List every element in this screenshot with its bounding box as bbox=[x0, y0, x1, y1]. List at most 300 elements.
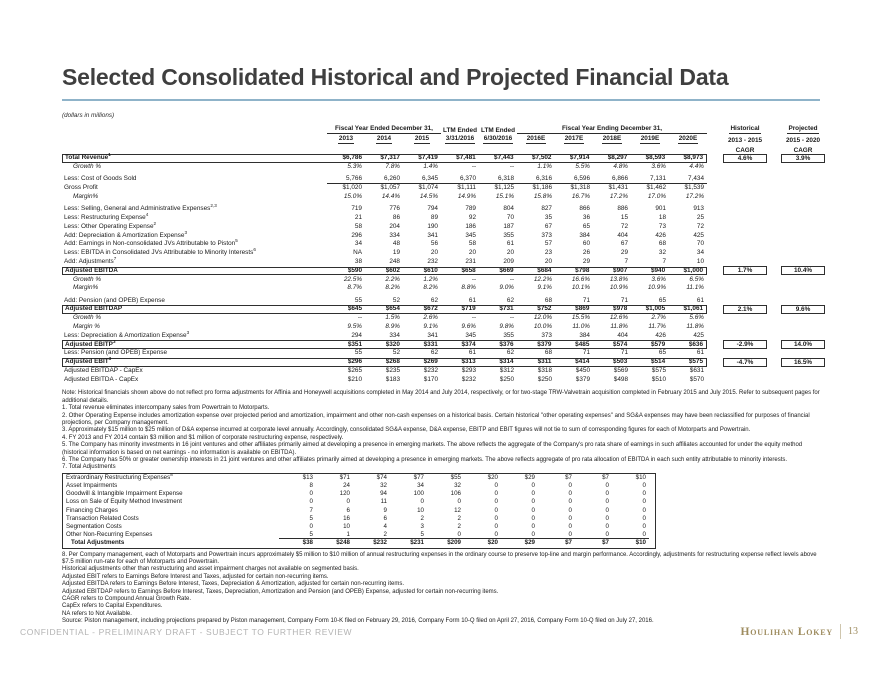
value-cell: 56 bbox=[430, 240, 438, 248]
value-cell: 345 bbox=[465, 231, 476, 239]
adjustment-value-cell: 94 bbox=[380, 490, 387, 498]
historical-cagr-value: -2.9% bbox=[723, 340, 767, 349]
row-label bbox=[62, 329, 327, 340]
fiscal-year-ending-header: Fiscal Year Ending December 31, bbox=[517, 126, 707, 134]
row-values-box bbox=[62, 323, 707, 332]
row-values-box bbox=[62, 240, 707, 249]
row-label-text: Margin% bbox=[73, 192, 99, 200]
adjustment-value-cell: 100 bbox=[413, 490, 424, 498]
adjustment-label-text: Financing Charges bbox=[66, 506, 118, 514]
adjustment-value-cell: $231 bbox=[410, 539, 424, 547]
footnote: 7. Total Adjustments bbox=[62, 464, 116, 471]
adjustment-label-text: Segmentation Costs bbox=[66, 523, 122, 530]
value-cell: 334 bbox=[389, 231, 400, 239]
table-header-row-cagr bbox=[62, 144, 852, 154]
value-cell: 12.6% bbox=[609, 314, 628, 322]
row-values-box bbox=[62, 175, 707, 184]
ltm-date-header bbox=[441, 136, 479, 144]
adjustment-row bbox=[63, 539, 655, 547]
table-row bbox=[62, 284, 852, 293]
adjustment-value-cell: 0 bbox=[568, 498, 572, 506]
projected-year-column-header bbox=[593, 136, 631, 144]
value-cell: $658 bbox=[461, 266, 476, 274]
row-label bbox=[62, 194, 327, 200]
value-cell: $1,074 bbox=[418, 184, 438, 192]
value-cell: 86 bbox=[392, 213, 400, 221]
row-values-box bbox=[62, 284, 707, 293]
content-area bbox=[62, 124, 852, 626]
row-label bbox=[62, 203, 327, 213]
adjustment-row bbox=[63, 531, 655, 539]
value-cell: 58 bbox=[354, 222, 362, 230]
adjustment-value-cell: 5 bbox=[309, 514, 313, 522]
value-cell: 58 bbox=[468, 240, 476, 248]
adjustment-value-cell: 7 bbox=[309, 506, 313, 514]
value-cell: $232 bbox=[423, 367, 438, 375]
cagr-group-title bbox=[781, 126, 825, 134]
value-cell: $1,462 bbox=[646, 184, 666, 192]
table-row bbox=[62, 267, 852, 276]
adjustment-row bbox=[63, 490, 655, 498]
adjustment-value-cell: 0 bbox=[501, 531, 538, 539]
adjustment-value-cell: 106 bbox=[450, 490, 461, 498]
value-cell: $579 bbox=[650, 340, 666, 348]
table-header-row-years bbox=[62, 134, 852, 144]
adjustment-row-label bbox=[63, 508, 279, 514]
value-cell: $1,005 bbox=[645, 305, 666, 313]
row-label-text: Add: Adjustments bbox=[64, 258, 114, 266]
adjustment-row bbox=[63, 482, 655, 490]
row-label bbox=[62, 247, 327, 257]
table-row bbox=[62, 305, 852, 314]
table-row bbox=[62, 255, 852, 267]
value-cell: $170 bbox=[423, 375, 438, 383]
value-cell: $669 bbox=[499, 266, 514, 274]
row-values-box bbox=[62, 205, 707, 214]
value-cell: 71 bbox=[582, 349, 590, 357]
value-cell: 73 bbox=[658, 222, 666, 230]
footnotes-top bbox=[62, 390, 822, 471]
ltm-header bbox=[479, 128, 517, 134]
footnote: NA refers to Not Available. bbox=[62, 610, 132, 617]
value-cell: 32 bbox=[658, 249, 666, 257]
value-cell: 70 bbox=[506, 213, 514, 221]
row-values-box bbox=[62, 267, 707, 276]
value-cell: 26 bbox=[582, 249, 590, 257]
value-cell: $510 bbox=[651, 375, 666, 383]
projected-year-column-header bbox=[669, 136, 707, 144]
value-cell: 3.6% bbox=[651, 275, 666, 283]
row-label-text: Adjusted EBITDAP bbox=[65, 305, 123, 313]
value-cell: $7,914 bbox=[569, 154, 590, 162]
value-cell: 9.0% bbox=[499, 284, 514, 292]
value-cell: 62 bbox=[506, 296, 514, 304]
adjustment-value-cell: 0 bbox=[568, 523, 572, 530]
value-cell: 1.2% bbox=[423, 275, 438, 283]
value-cell: 18 bbox=[658, 213, 666, 221]
historical-cagr-value: -4.7% bbox=[723, 358, 767, 367]
adjustment-value-cell: 0 bbox=[538, 531, 575, 539]
adjustment-value-cell: 0 bbox=[531, 506, 535, 514]
value-cell: 61 bbox=[468, 349, 476, 357]
adjustment-value-cell: $7 bbox=[565, 473, 572, 481]
value-cell: 6,260 bbox=[365, 175, 403, 184]
value-cell: $798 bbox=[575, 266, 590, 274]
adjustment-value-cell: 0 bbox=[494, 498, 498, 506]
footnote: 4. FY 2013 and FY 2014 contain $3 million and $1 million of corporate restructuring expense, respectively. bbox=[62, 434, 344, 441]
historical-cagr-value: 4.6% bbox=[723, 154, 767, 163]
brand-block bbox=[741, 624, 858, 639]
value-cell: $731 bbox=[499, 305, 514, 313]
value-cell: 68 bbox=[544, 296, 552, 304]
year-label: 2018E bbox=[602, 136, 622, 144]
row-values-box bbox=[62, 358, 707, 367]
value-cell: $684 bbox=[537, 266, 552, 274]
value-cell: $1,057 bbox=[380, 184, 400, 192]
row-label bbox=[63, 152, 327, 162]
value-cell: $636 bbox=[688, 340, 704, 348]
adjustment-value-cell: 0 bbox=[494, 490, 498, 498]
adjustment-value-cell: $71 bbox=[339, 473, 350, 481]
adjustment-value-cell: 0 bbox=[494, 523, 498, 530]
table-row bbox=[62, 193, 852, 202]
value-cell: 15.5% bbox=[571, 314, 590, 322]
value-cell: 34 bbox=[354, 240, 362, 248]
adjustment-value-cell: 0 bbox=[568, 490, 572, 498]
cagr-label-header: CAGR bbox=[793, 146, 813, 154]
value-cell: $8,973 bbox=[683, 154, 704, 162]
value-cell: $351 bbox=[347, 340, 363, 348]
adjustment-value-cell: 0 bbox=[457, 498, 461, 506]
value-cell: 62 bbox=[506, 349, 514, 357]
value-cell: 5,766 bbox=[327, 175, 365, 184]
value-cell: 384 bbox=[579, 331, 590, 339]
value-cell: 15 bbox=[620, 213, 628, 221]
value-cell: 789 bbox=[465, 205, 476, 213]
value-cell: $318 bbox=[537, 367, 552, 375]
row-values-box bbox=[62, 255, 707, 267]
value-cell: 20 bbox=[430, 249, 438, 257]
cagr-title-text: Historical bbox=[729, 126, 760, 134]
footnote: 1. Total revenue eliminates intercompany sales from Powertrain to Motorparts. bbox=[62, 405, 270, 412]
value-cell: $450 bbox=[575, 367, 590, 375]
table-row bbox=[62, 163, 852, 172]
year-column-header bbox=[327, 136, 365, 144]
value-cell: 6,370 bbox=[441, 175, 479, 184]
adjustment-value-cell: 0 bbox=[568, 482, 572, 490]
value-cell: 6,596 bbox=[555, 175, 593, 184]
year-label: 2019E bbox=[640, 136, 660, 144]
value-cell: 23 bbox=[544, 249, 552, 257]
value-cell: 1.1% bbox=[537, 162, 552, 170]
value-cell: $314 bbox=[499, 358, 514, 366]
value-cell: 345 bbox=[465, 331, 476, 339]
row-label bbox=[62, 368, 327, 374]
adjustment-value-cell: 0 bbox=[568, 506, 572, 514]
value-cell: 5.6% bbox=[689, 314, 704, 322]
value-cell: 6,318 bbox=[479, 175, 517, 184]
value-cell: 72 bbox=[696, 222, 704, 230]
table-row bbox=[62, 296, 852, 305]
value-cell: $1,125 bbox=[494, 184, 514, 192]
value-cell: 426 bbox=[655, 231, 666, 239]
row-label-text: Add: Depreciation & Amortization Expense bbox=[64, 231, 185, 239]
adjustment-value-cell: 0 bbox=[531, 482, 535, 490]
adjustment-value-cell: 32 bbox=[454, 482, 461, 490]
title-underline bbox=[62, 99, 820, 101]
value-cell: 29 bbox=[620, 249, 628, 257]
value-cell: 2.2% bbox=[385, 275, 400, 283]
ltm-header bbox=[441, 128, 479, 134]
row-label bbox=[63, 338, 327, 349]
adjustment-label-text: Loss on Sale of Equity Method Investment bbox=[66, 498, 182, 506]
footnote-ref: 3 bbox=[112, 338, 116, 344]
footnote: 8. Per Company management, each of Motorparts and Powertrain incurs approximately $5 million to $10 million of annual restructuring expenses in the ordinary course to preserve top-line and margin performance. Accordingly, adjustments for restructuring expense reflect levels above $7.5 million run-rate for each of Motorparts and Powertrain. bbox=[62, 551, 817, 565]
value-cell: 355 bbox=[503, 231, 514, 239]
value-cell: $503 bbox=[613, 358, 628, 366]
row-label-text: Less: Pension (and OPEB) Expense bbox=[64, 349, 168, 357]
value-cell: 294 bbox=[351, 331, 362, 339]
row-label bbox=[62, 185, 327, 191]
financial-data-table bbox=[62, 124, 852, 384]
year-label: 2020E bbox=[678, 136, 698, 144]
footnote-ref: 3 bbox=[186, 329, 190, 335]
value-cell: 866 bbox=[579, 205, 590, 213]
value-cell: $265 bbox=[347, 367, 362, 375]
ltm-date-label: 6/30/2016 bbox=[483, 136, 513, 144]
footnote: Adjusted EBIT refers to Earnings Before Interest and Taxes, adjusted for certain non-recurring items. bbox=[62, 573, 329, 580]
row-values-box bbox=[62, 367, 707, 376]
projected-year-column-header bbox=[517, 136, 555, 144]
value-cell: 9.8% bbox=[499, 323, 514, 331]
footnote-ref: 3 bbox=[108, 356, 112, 362]
row-label bbox=[62, 350, 327, 356]
value-cell: $907 bbox=[613, 266, 628, 274]
adjustment-row-label bbox=[63, 540, 279, 546]
adjustment-value-cell: 8 bbox=[309, 482, 313, 490]
value-cell: $320 bbox=[385, 340, 400, 348]
table-row bbox=[62, 220, 852, 232]
row-label-text: Less: Cost of Goods Sold bbox=[64, 175, 137, 183]
value-cell: 1.4% bbox=[423, 162, 438, 170]
value-cell: $1,020 bbox=[342, 184, 362, 192]
year-column-header bbox=[365, 136, 403, 144]
value-cell: 209 bbox=[503, 257, 514, 265]
adjustment-value-cell: 11 bbox=[380, 498, 387, 506]
footnote: 5. The Company has minority investments in 16 joint ventures and other affiliates primarily aimed at developing a presence in emerging markets. The above reflects the aggregate of the Company's pro rata share of earnings in such affiliates accounted for under the equity method (historical information is based on net earnings - no information is available on EBITDA). bbox=[62, 442, 803, 456]
value-cell: $183 bbox=[385, 375, 400, 383]
value-cell: 384 bbox=[579, 231, 590, 239]
adjustment-value-cell: 0 bbox=[642, 490, 646, 498]
adjustment-value-cell: 120 bbox=[339, 490, 350, 498]
value-cell: 65 bbox=[658, 296, 666, 304]
value-cell: NA bbox=[353, 249, 362, 257]
adjustment-row-label bbox=[63, 471, 279, 481]
table-row bbox=[62, 184, 852, 193]
table-row bbox=[62, 240, 852, 249]
value-cell: 61 bbox=[506, 240, 514, 248]
row-label-text: Adjusted EBITDAP - CapEx bbox=[64, 367, 143, 375]
value-cell: 72 bbox=[620, 222, 628, 230]
value-cell: $250 bbox=[499, 375, 514, 383]
value-cell: 15.8% bbox=[533, 192, 552, 200]
adjustment-label-text: Other Non-Recurring Expenses bbox=[66, 531, 153, 539]
adjustment-value-cell: 6 bbox=[383, 514, 387, 522]
table-row bbox=[62, 275, 852, 284]
footnote-ref: 2,3 bbox=[210, 203, 217, 209]
table-row bbox=[62, 175, 852, 184]
cagr-label-header: CAGR bbox=[735, 146, 755, 154]
value-cell: 186 bbox=[465, 222, 476, 230]
value-cell: $752 bbox=[537, 305, 552, 313]
value-cell: 34 bbox=[696, 249, 704, 257]
value-cell: 1.5% bbox=[385, 314, 400, 322]
adjustment-value-cell: $55 bbox=[450, 473, 461, 481]
adjustment-value-cell: 0 bbox=[427, 531, 464, 539]
year-label: 2015 bbox=[414, 136, 430, 144]
adjustment-value-cell: 0 bbox=[605, 490, 609, 498]
value-cell: 804 bbox=[503, 205, 514, 213]
value-cell: 7 bbox=[624, 257, 628, 265]
value-cell: 3.6% bbox=[651, 162, 666, 170]
value-cell: 355 bbox=[503, 331, 514, 339]
value-cell: 10.9% bbox=[609, 284, 628, 292]
table-row bbox=[62, 154, 852, 163]
adjustment-value-cell: 0 bbox=[642, 523, 646, 530]
row-label-text: Adjusted EBITDA - CapEx bbox=[64, 375, 139, 383]
value-cell: 10.1% bbox=[571, 284, 590, 292]
value-cell: 67 bbox=[544, 222, 552, 230]
value-cell: $575 bbox=[651, 367, 666, 375]
footnote: Source: Piston management, including projections prepared by Piston management, Company Form 10-K filed on February 29, 2016, Company Form 10-Q filed on April 27, 2016, Company Form 10-Q filed on July 27, 2016. bbox=[62, 618, 654, 625]
footnote-ref: 1 bbox=[108, 152, 111, 158]
adjustment-row-label bbox=[63, 516, 279, 522]
adjustment-row-label bbox=[63, 532, 279, 538]
adjustment-value-cell: 0 bbox=[494, 506, 498, 514]
value-cell: 20 bbox=[506, 249, 514, 257]
value-cell: 341 bbox=[427, 231, 438, 239]
adjustment-row bbox=[63, 523, 655, 531]
year-label: 2014 bbox=[376, 136, 392, 144]
value-cell: 6,345 bbox=[403, 175, 441, 184]
table-row bbox=[62, 358, 852, 367]
value-cell: 13.8% bbox=[609, 275, 628, 283]
value-cell: $672 bbox=[423, 305, 438, 313]
value-cell: 62 bbox=[430, 296, 438, 304]
adjustment-value-cell: 0 bbox=[612, 531, 649, 539]
value-cell: $210 bbox=[347, 375, 362, 383]
row-label-text: Less: Depreciation & Amortization Expense bbox=[64, 331, 187, 339]
value-cell: 8.2% bbox=[385, 284, 400, 292]
value-cell: -- bbox=[509, 275, 514, 283]
year-label: 2016E bbox=[526, 136, 546, 144]
value-cell: 6,866 bbox=[593, 175, 631, 184]
value-cell: 231 bbox=[465, 257, 476, 265]
footnote-ref: 5 bbox=[235, 238, 238, 244]
value-cell: 61 bbox=[696, 296, 704, 304]
value-cell: $610 bbox=[423, 266, 438, 274]
adjustment-value-cell: 10 bbox=[343, 523, 350, 530]
adjustment-value-cell: 12 bbox=[454, 506, 461, 514]
value-cell: -- bbox=[471, 162, 476, 170]
row-label bbox=[62, 211, 327, 222]
value-cell: 913 bbox=[693, 205, 704, 213]
value-cell: 15.0% bbox=[343, 192, 362, 200]
historical-cagr-value: 1.7% bbox=[723, 266, 767, 275]
value-cell: 187 bbox=[503, 222, 514, 230]
adjustment-value-cell: $7 bbox=[602, 473, 609, 481]
footnote: Adjusted EBITDAP refers to Earnings Before Interest, Taxes, Depreciation, Amortization and Pension (and OPEB) Expense, adjusted for certain non-recurring items. bbox=[62, 588, 499, 595]
value-cell: 52 bbox=[392, 296, 400, 304]
adjustment-value-cell: 0 bbox=[568, 514, 572, 522]
value-cell: $250 bbox=[537, 375, 552, 383]
value-cell: 17.0% bbox=[647, 192, 666, 200]
year-column-header bbox=[403, 136, 441, 144]
value-cell: $719 bbox=[461, 305, 476, 313]
row-label-text: Growth % bbox=[73, 275, 102, 283]
value-cell: 425 bbox=[693, 231, 704, 239]
adjustment-value-cell: $13 bbox=[302, 473, 313, 481]
adjustment-label-text: Goodwill & Intangible Impairment Expense bbox=[66, 490, 183, 498]
value-cell: $312 bbox=[499, 367, 514, 375]
value-cell: 16.6% bbox=[571, 275, 590, 283]
value-cell: $1,539 bbox=[684, 184, 704, 192]
value-cell: $293 bbox=[461, 367, 476, 375]
value-cell: $978 bbox=[613, 305, 628, 313]
value-cell: $1,318 bbox=[570, 184, 590, 192]
value-cell: $414 bbox=[575, 358, 590, 366]
value-cell: $485 bbox=[575, 340, 590, 348]
value-cell: $376 bbox=[499, 340, 514, 348]
year-label: 2017E bbox=[564, 136, 584, 144]
row-label-text: Add: Pension (and OPEB) Expense bbox=[64, 296, 165, 304]
adjustment-value-cell: 2 bbox=[420, 514, 424, 522]
row-values-box bbox=[62, 329, 707, 341]
value-cell: 68 bbox=[544, 349, 552, 357]
adjustment-label-text: Transaction Related Costs bbox=[66, 514, 139, 522]
adjustment-row-label bbox=[63, 499, 279, 505]
value-cell: 8.9% bbox=[385, 323, 400, 331]
adjustment-value-cell: 0 bbox=[531, 498, 535, 506]
adjustment-value-cell: $248 bbox=[336, 539, 350, 547]
confidential-note: CONFIDENTIAL - PRELIMINARY DRAFT - SUBJECT TO FURTHER REVIEW bbox=[20, 626, 353, 637]
footnote-ref: 2 bbox=[153, 220, 157, 226]
adjustment-value-cell: 2 bbox=[353, 531, 390, 539]
value-cell: $940 bbox=[650, 266, 666, 274]
value-cell: 70 bbox=[696, 240, 704, 248]
adjustment-value-cell: 6 bbox=[346, 506, 350, 514]
adjustment-value-cell: 0 bbox=[605, 506, 609, 514]
value-cell: $331 bbox=[423, 340, 438, 348]
adjustment-value-cell: 32 bbox=[380, 482, 387, 490]
value-cell: $575 bbox=[688, 358, 704, 366]
value-cell: 404 bbox=[617, 231, 628, 239]
adjustment-value-cell: 0 bbox=[531, 523, 535, 530]
value-cell: 29 bbox=[582, 257, 590, 265]
value-cell: $869 bbox=[575, 305, 590, 313]
row-values-box bbox=[62, 184, 707, 193]
value-cell: $654 bbox=[385, 305, 400, 313]
value-cell: 7.8% bbox=[385, 162, 400, 170]
value-cell: 17.2% bbox=[609, 192, 628, 200]
value-cell: 426 bbox=[655, 331, 666, 339]
footnote: 3. Approximately $15 million to $25 million of D&A expense incurred at corporate level annually. Accordingly, consolidated SG&A expense, D&A expense, EBITP and EBIT figures will not tie to sum of corresponding figures for each of Motorparts and Powertrain. bbox=[62, 427, 751, 434]
value-cell: $602 bbox=[385, 266, 400, 274]
value-cell: $574 bbox=[613, 340, 628, 348]
row-label-text: Adjusted EBIT bbox=[65, 358, 109, 366]
value-cell: 11.7% bbox=[648, 323, 666, 331]
row-label bbox=[63, 356, 327, 366]
